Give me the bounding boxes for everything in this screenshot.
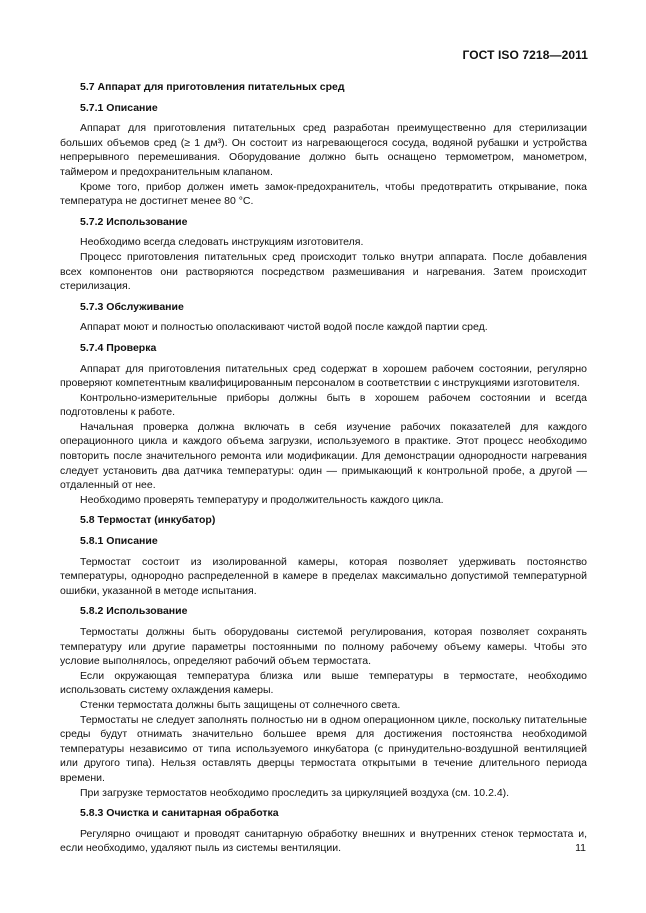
section-heading: 5.8 Термостат (инкубатор) <box>80 514 216 527</box>
paragraph: Необходимо проверять температуру и продолжительность каждого цикла. <box>80 493 444 506</box>
paragraph: Необходимо всегда следовать инструкциям изготовителя. <box>80 236 364 249</box>
paragraph: Термостаты должны быть оборудованы системой регулирования, которая позволяет сохранять температуру или другие параметры постоянными по полному рабочему объему камеры. Чтобы это условие выполнялось, определяют рабочий объем термостата. <box>60 626 587 668</box>
paragraph: Термостаты не следует заполнять полностью ни в одном операционном цикле, поскольку питательные среды будут отнимать значительно большее время для достижения постоянства необходимой температуры независимо от типа используемого инкубатора (с принудительно-воздушной вентиляцией или другого типа). Нельзя оставлять дверцы термостата открытыми в течение длительного периода времени. <box>60 713 587 784</box>
paragraph: Регулярно очищают и проводят санитарную обработку внешних и внутренних стенок термостата и, если необходимо, удаляют пыль из системы вентиляции. <box>60 827 587 855</box>
subsection-heading: 5.8.1 Описание <box>80 535 158 548</box>
section-heading: 5.7 Аппарат для приготовления питательных сред <box>80 81 345 93</box>
subsection-heading: 5.8.2 Использование <box>80 605 188 618</box>
paragraph: Начальная проверка должна включать в себя изучение рабочих показателей для каждого операционного цикла и каждого объема загрузки, используемого в практике. Этот процесс необходимо повторить после значительного ремонта или модификации. Для демонстрации однородности нагревания следует установить два датчика температуры: один — примыкающий к контрольной пробе, а другой — отдаленный от нее. <box>60 420 587 492</box>
paragraph: Аппарат моют и полностью ополаскивают чистой водой после каждой партии сред. <box>80 321 488 334</box>
page-number: 11 <box>575 842 586 854</box>
paragraph: Аппарат для приготовления питательных сред содержат в хорошем рабочем состоянии, регулярно проверяют компетентным квалифицированным персоналом в соответствии с инструкциями изготовителя. <box>60 362 587 390</box>
paragraph: Если окружающая температура близка или выше температуры в термостате, необходимо использовать систему охлаждения камеры. <box>60 669 587 697</box>
paragraph: Аппарат для приготовления питательных сред разработан преимущественно для стерилизации больших объемов сред (≥ 1 дм³). Он состоит из нагревающегося сосуда, водяной рубашки и устройства непрерывного перемешивания. Оборудование должно быть оснащено термометром, манометром, таймером и предохранительным клапаном. <box>60 122 587 178</box>
standard-header: ГОСТ ISO 7218—2011 <box>462 48 588 62</box>
subsection-heading: 5.7.1 Описание <box>80 101 158 114</box>
paragraph: Стенки термостата должны быть защищены от солнечного света. <box>80 698 401 711</box>
subsection-heading: 5.7.2 Использование <box>80 215 188 228</box>
subsection-heading: 5.8.3 Очистка и санитарная обработка <box>80 807 279 820</box>
paragraph: Процесс приготовления питательных сред происходит только внутри аппарата. После добавления всех компонентов они растворяются посредством размешивания и нагревания. Затем происходит стерилизация. <box>60 250 587 293</box>
paragraph: Кроме того, прибор должен иметь замок-предохранитель, чтобы предотвратить открывание, пока температура не достигнет менее 80 °С. <box>60 180 587 208</box>
paragraph: Контрольно-измерительные приборы должны быть в хорошем рабочем состоянии и всегда подготовлены к работе. <box>60 391 587 419</box>
paragraph: При загрузке термостатов необходимо проследить за циркуляцией воздуха (см. 10.2.4). <box>80 786 510 799</box>
document-body <box>60 80 587 856</box>
subsection-heading: 5.7.4 Проверка <box>80 341 157 354</box>
paragraph: Термостат состоит из изолированной камеры, которая позволяет удерживать постоянство температуры, однородно распределенной в камере в пределах максимально допустимой температурной ошибки, указанной в методе испытания. <box>60 555 587 597</box>
subsection-heading: 5.7.3 Обслуживание <box>80 300 184 313</box>
